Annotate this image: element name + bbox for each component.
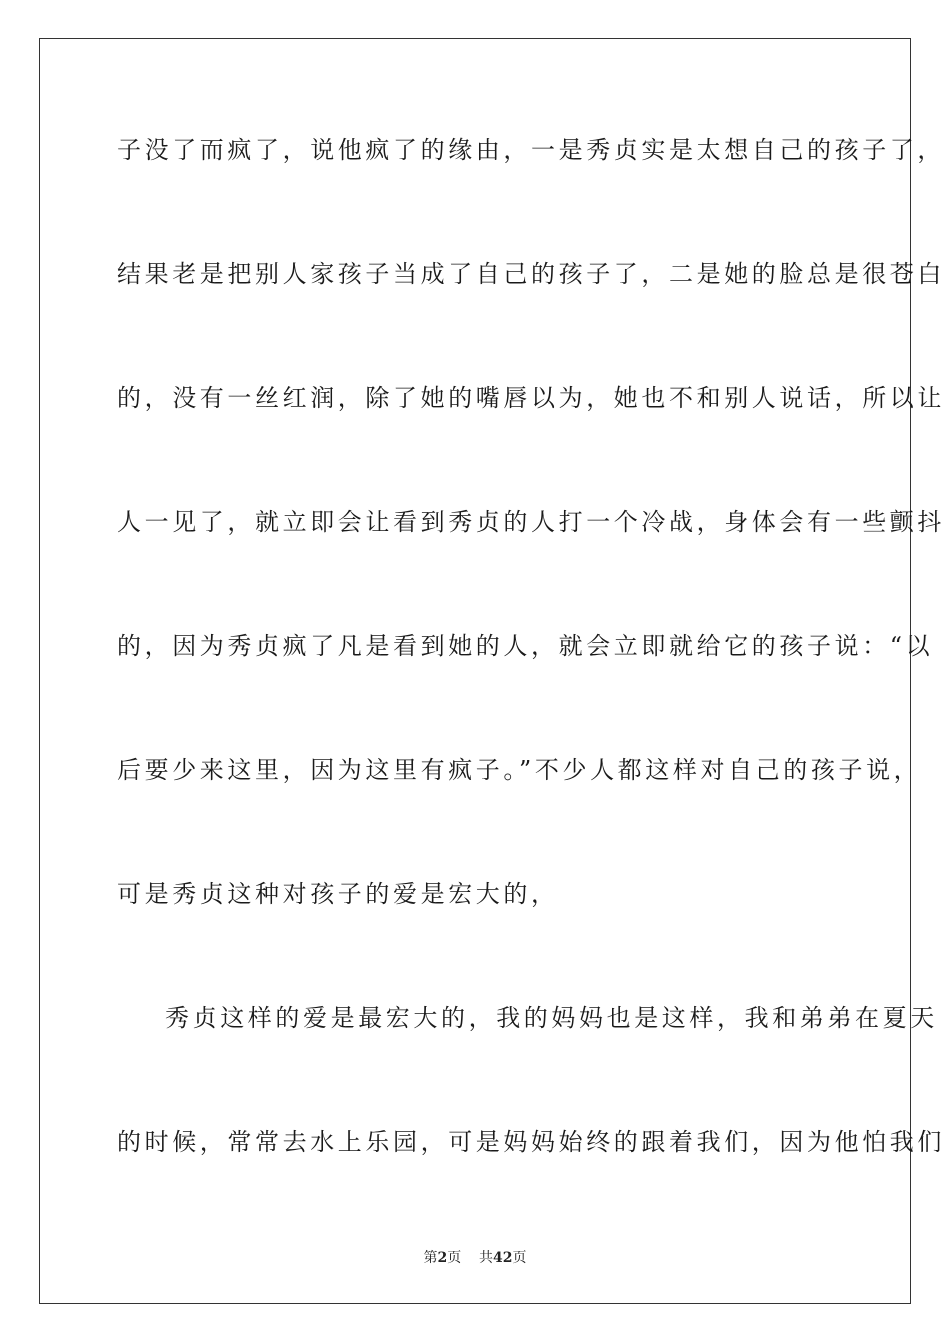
paragraph-line-6: 后要少来这里，因为这里有疯子。”不少人都这样对自己的孩子说， (117, 756, 922, 784)
page-number: 2 (437, 1250, 448, 1266)
total-suffix: 页 (512, 1250, 527, 1266)
total-prefix: 共 (479, 1250, 494, 1266)
paragraph-line-8: 秀贞这样的爱是最宏大的，我的妈妈也是这样，我和弟弟在夏天 (165, 1004, 938, 1032)
paragraph-line-9: 的时候，常常去水上乐园，可是妈妈始终的跟着我们，因为他怕我们 (117, 1128, 945, 1156)
paragraph-line-1: 子没了而疯了，说他疯了的缘由，一是秀贞实是太想自己的孩子了， (117, 136, 945, 164)
total-pages: 42 (493, 1250, 513, 1266)
paragraph-line-4: 人一见了，就立即会让看到秀贞的人打一个冷战，身体会有一些颤抖 (117, 508, 945, 536)
page-suffix: 页 (447, 1250, 462, 1266)
page-prefix: 第 (423, 1250, 438, 1266)
paragraph-line-7: 可是秀贞这种对孩子的爱是宏大的， (117, 880, 559, 908)
page-footer (0, 1249, 950, 1267)
paragraph-line-3: 的，没有一丝红润，除了她的嘴唇以为，她也不和别人说话，所以让 (117, 384, 945, 412)
paragraph-line-5: 的，因为秀贞疯了凡是看到她的人，就会立即就给它的孩子说：“以 (117, 632, 934, 660)
page-border (39, 38, 945, 1304)
paragraph-line-2: 结果老是把别人家孩子当成了自己的孩子了，二是她的脸总是很苍白 (117, 260, 945, 288)
